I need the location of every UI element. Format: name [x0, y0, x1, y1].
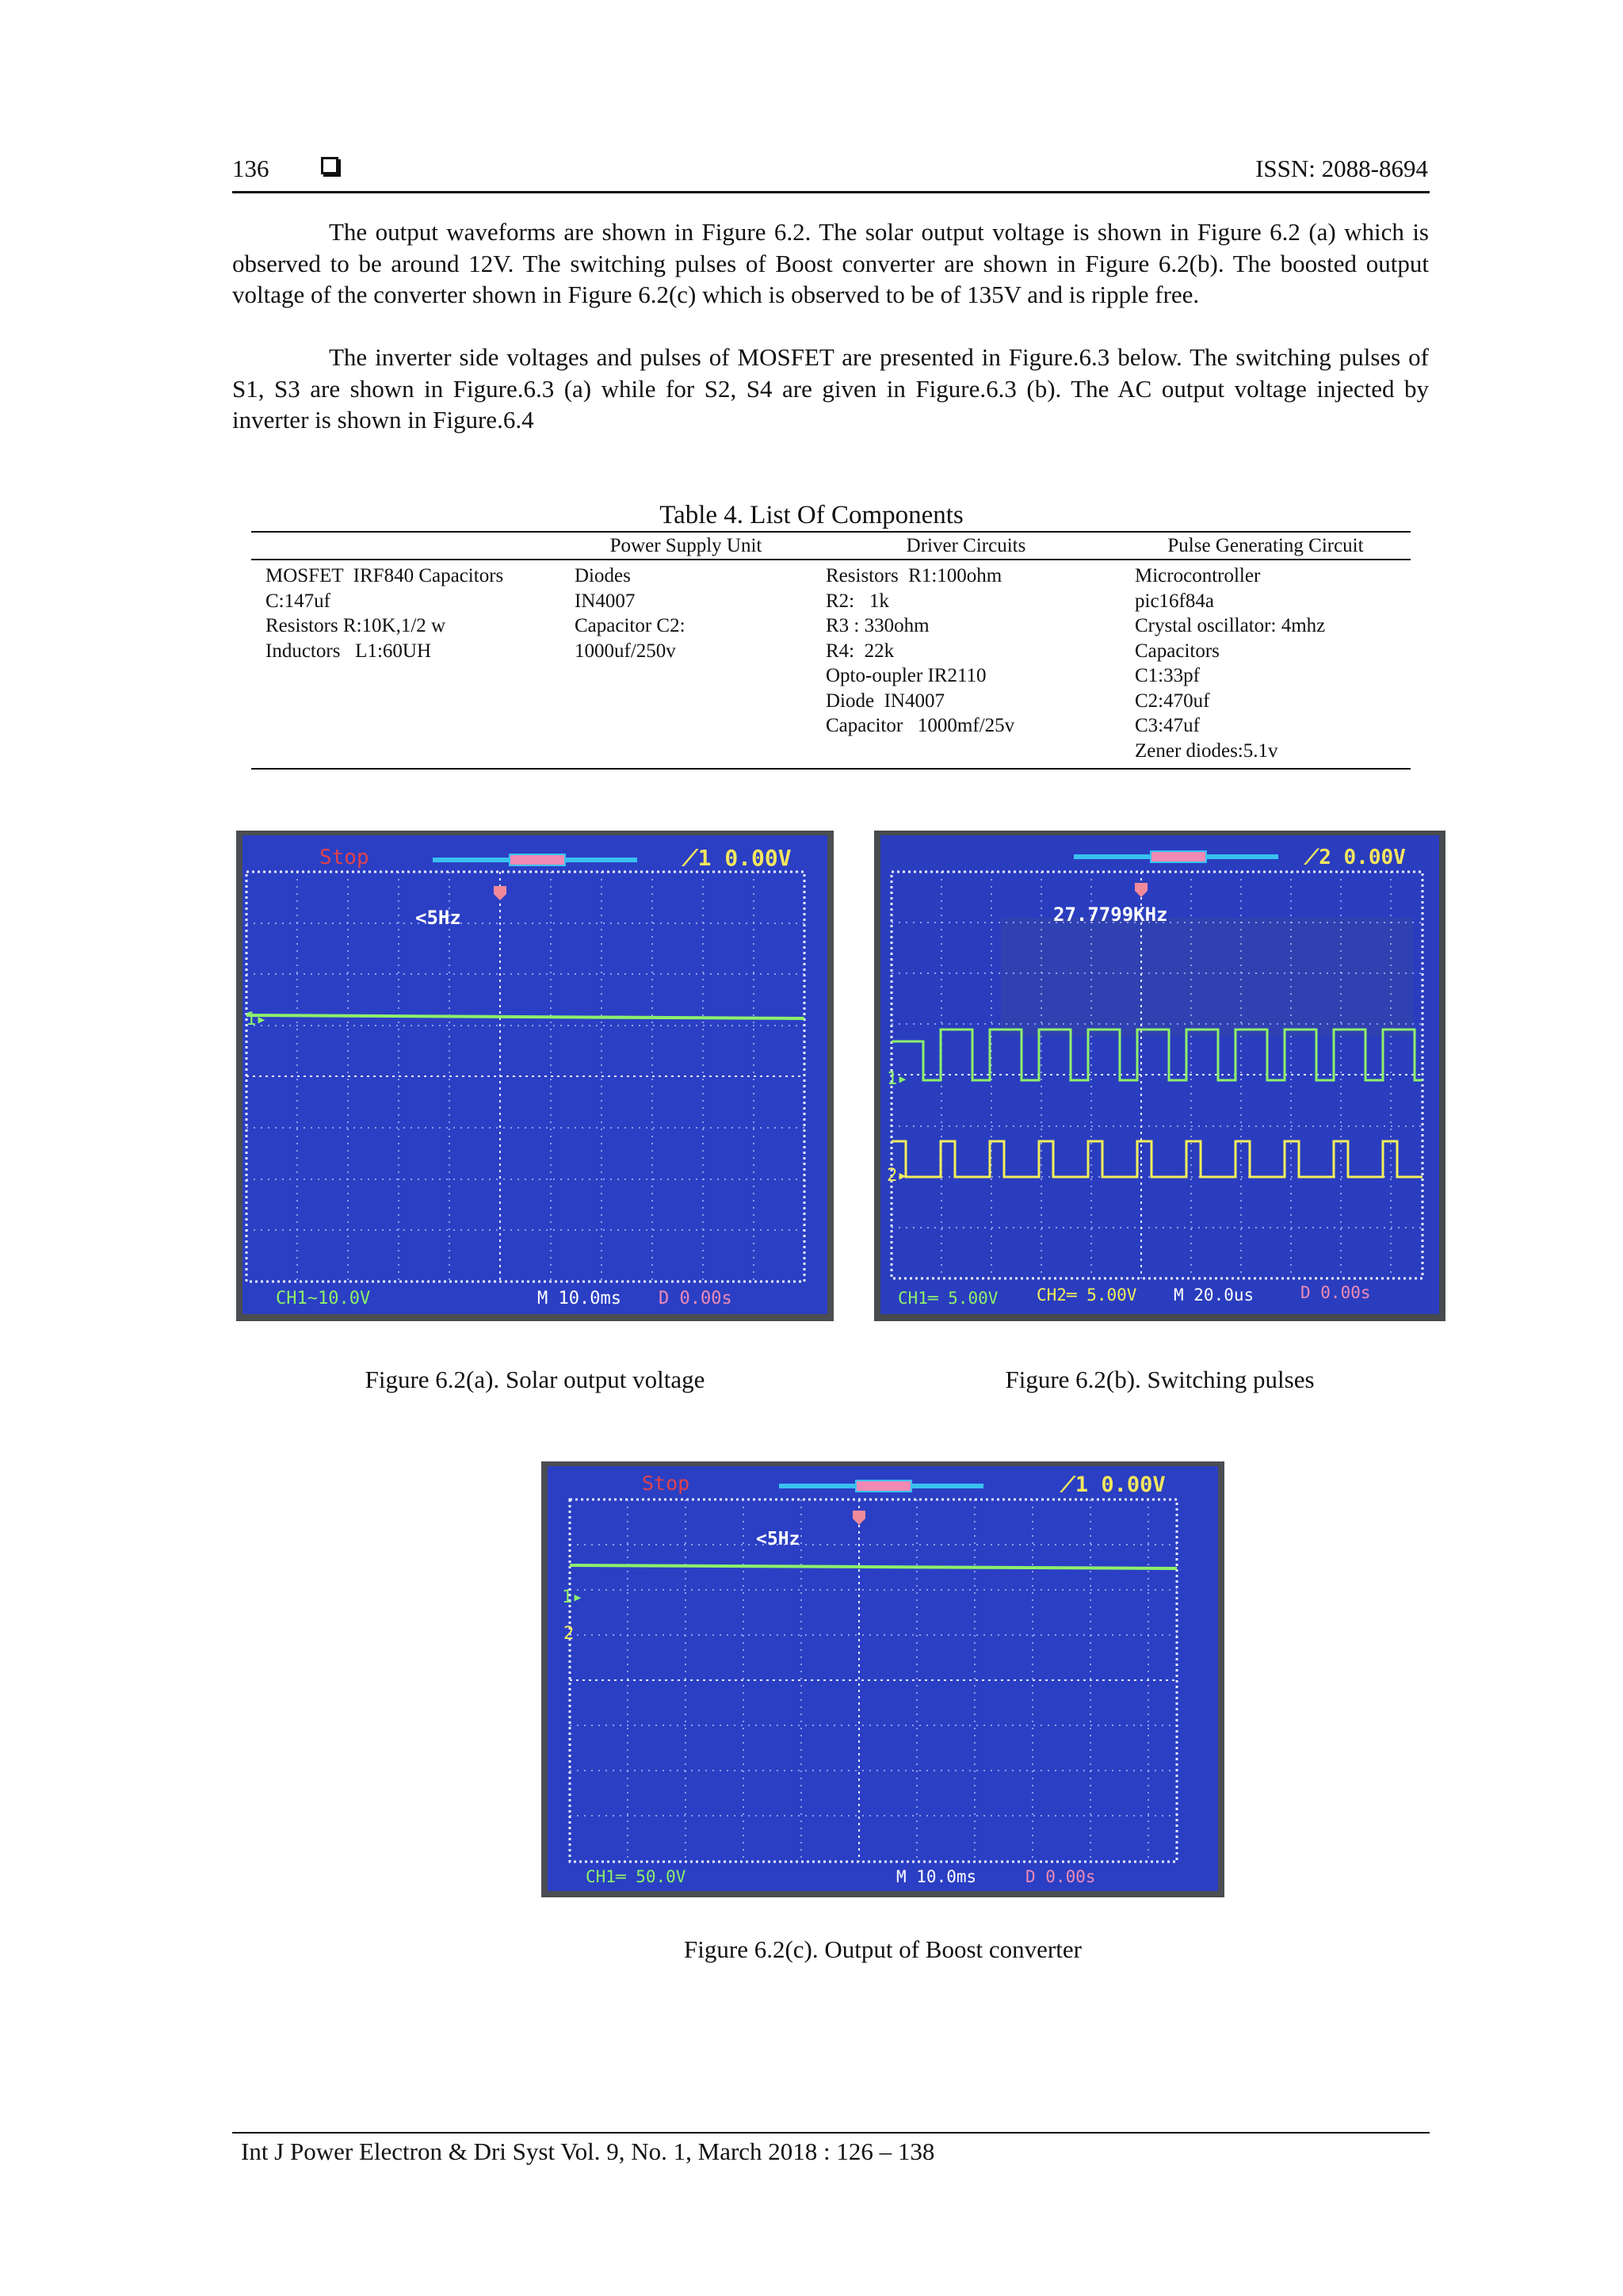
- memory-window-b: [1151, 851, 1206, 862]
- components-table-wrap: [251, 531, 1411, 770]
- trigger-readout-a: ⟋1 0.00V: [682, 845, 792, 871]
- ch1-marker-a: 1▸: [246, 1010, 267, 1030]
- table-cell-line: C3:47uf: [1135, 715, 1200, 736]
- components-table: [251, 531, 1411, 770]
- timebase-b: M 20.0us: [1174, 1286, 1254, 1305]
- table-header-cell: Driver Circuits: [812, 532, 1121, 560]
- oscilloscope-a: [236, 831, 834, 1321]
- header-square-icon: [321, 157, 338, 174]
- footer-rule: [232, 2132, 1430, 2134]
- table-cell: [812, 560, 1121, 769]
- oscilloscope-c: [541, 1461, 1224, 1897]
- frequency-readout-c: <5Hz: [756, 1529, 800, 1549]
- table-cell-line: Opto-oupler IR2110: [826, 665, 987, 686]
- ch2-marker-c: 2: [563, 1624, 575, 1644]
- table-cell: [560, 560, 812, 769]
- table-header-cell: Power Supply Unit: [560, 532, 812, 560]
- ch1-scale-a: CH1~10.0V: [276, 1289, 371, 1308]
- status-stop-c: Stop: [642, 1472, 690, 1495]
- trigger-readout-b: ⟋2 0.00V: [1304, 846, 1406, 869]
- figure-6-2a-photo: [236, 831, 834, 1321]
- screen-background: [242, 835, 827, 1314]
- ch1-scale-b: CH1═ 5.00V: [898, 1289, 999, 1308]
- ch1-marker-b: 1▸: [887, 1069, 908, 1089]
- memory-window-a: [510, 854, 565, 865]
- figure-6-2c-photo: [541, 1461, 1224, 1897]
- figure-6-2b-photo: [874, 831, 1445, 1321]
- table-row: [251, 560, 1411, 769]
- footer-citation: Int J Power Electron & Dri Syst Vol. 9, No. 1, March 2018 : 126 – 138: [241, 2137, 935, 2165]
- table-cell-line: Crystal oscillator: 4mhz: [1135, 615, 1326, 636]
- table-caption: Table 4. List Of Components: [659, 501, 964, 529]
- table-cell-line: C2:470uf: [1135, 690, 1210, 712]
- memory-window-c: [856, 1480, 911, 1492]
- status-stop-a: Stop: [319, 846, 369, 869]
- table-cell-line: R3 : 330ohm: [826, 615, 930, 636]
- table-cell-line: Zener diodes:5.1v: [1135, 739, 1278, 762]
- paragraph-1: [232, 216, 1429, 311]
- table-header-cell: Pulse Generating Circuit: [1121, 532, 1411, 560]
- delay-c: D 0.00s: [1025, 1867, 1096, 1886]
- table-cell-line: Capacitor 1000mf/25v: [826, 715, 1015, 736]
- ch1-scale-c: CH1═ 50.0V: [586, 1867, 686, 1886]
- trigger-readout-c: ⟋1 0.00V: [1060, 1473, 1166, 1497]
- screen-reflection: [1001, 918, 1413, 1037]
- figure-6-2a-caption: Figure 6.2(a). Solar output voltage: [365, 1366, 705, 1393]
- table-cell-line: Diodes: [575, 565, 631, 586]
- page-number: 136: [232, 155, 269, 182]
- screen-background: [548, 1466, 1218, 1891]
- frequency-readout-a: <5Hz: [415, 907, 461, 929]
- oscilloscope-b: [874, 831, 1445, 1321]
- paragraph-2: [232, 342, 1429, 436]
- table-cell-line: Diode IN4007: [826, 690, 945, 712]
- table-cell-line: IN4007: [575, 590, 636, 612]
- table-cell-line: MOSFET IRF840 Capacitors: [265, 565, 504, 586]
- table-cell-line: pic16f84a: [1135, 590, 1214, 612]
- timebase-a: M 10.0ms: [537, 1289, 621, 1308]
- table-cell-line: C:147uf: [265, 590, 330, 612]
- table-header-cell: [251, 532, 560, 560]
- table-cell-line: R4: 22k: [826, 640, 895, 662]
- figure-6-2c-caption: Figure 6.2(c). Output of Boost converter: [684, 1935, 1082, 1963]
- table-cell: [251, 560, 560, 769]
- paragraph-1-text: The output waveforms are shown in Figure 6.2. The solar output voltage is shown in Figure 6.2 (a) which is observed to be around 12V. The switching pulses of Boost converter are shown in Figure 6.2(b). The boosted output voltage of the converter shown in Figure 6.2(c) which is observed to be of 135V and is ripple free.: [232, 218, 1429, 308]
- table-cell-line: Microcontroller: [1135, 565, 1261, 586]
- table-cell-line: Inductors L1:60UH: [265, 640, 431, 662]
- timebase-c: M 10.0ms: [896, 1867, 977, 1886]
- table-cell-line: Resistors R1:100ohm: [826, 565, 1002, 586]
- paragraph-2-text: The inverter side voltages and pulses of MOSFET are presented in Figure.6.3 below. The switching pulses of S1, S3 are shown in Figure.6.3 (a) while for S2, S4 are given in Figure.6.3 (b). The AC output voltage injected by inverter is shown in Figure.6.4: [232, 343, 1429, 434]
- delay-a: D 0.00s: [659, 1289, 732, 1308]
- delay-b: D 0.00s: [1300, 1283, 1371, 1302]
- table-cell: [1121, 560, 1411, 769]
- issn: ISSN: 2088-8694: [1255, 155, 1428, 182]
- table-cell-line: 1000uf/250v: [575, 640, 676, 662]
- table-cell-line: Capacitors: [1135, 640, 1220, 662]
- ch2-marker-b: 2▸: [887, 1166, 908, 1186]
- figure-6-2b-caption: Figure 6.2(b). Switching pulses: [1005, 1366, 1315, 1393]
- frequency-readout-b: 27.7799KHz: [1053, 904, 1168, 926]
- table-cell-line: R2: 1k: [826, 590, 889, 612]
- ch2-scale-b: CH2═ 5.00V: [1037, 1286, 1137, 1305]
- ch1-marker-c: 1▸: [562, 1587, 583, 1607]
- header-rule: [232, 191, 1430, 193]
- table-header-row: [251, 532, 1411, 560]
- table-cell-line: Resistors R:10K,1/2 w: [265, 615, 446, 636]
- table-cell-line: Capacitor C2:: [575, 615, 685, 636]
- table-cell-line: C1:33pf: [1135, 665, 1200, 686]
